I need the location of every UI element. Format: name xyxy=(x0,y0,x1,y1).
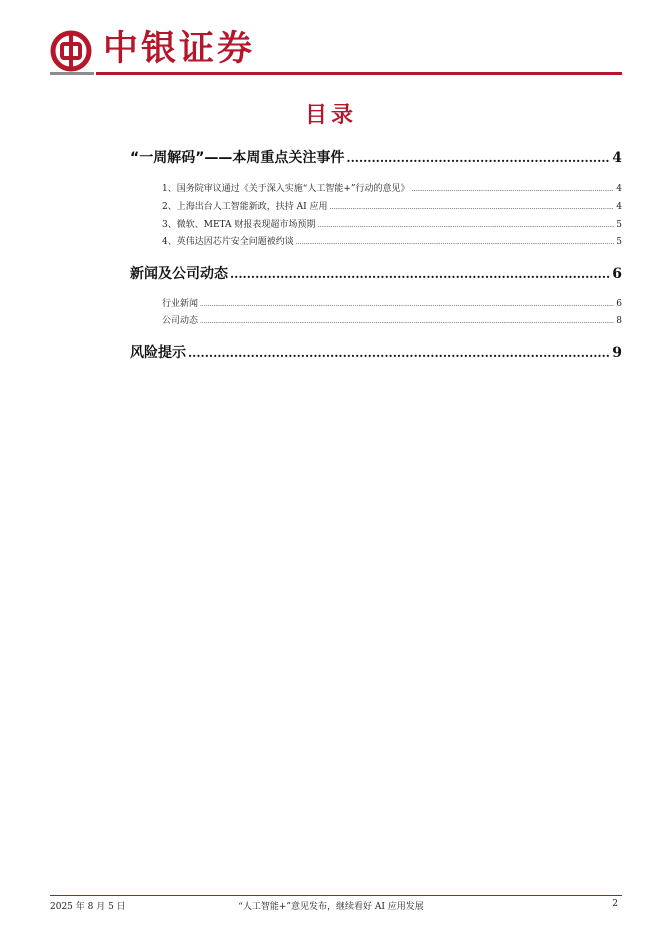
toc-section-news[interactable] xyxy=(130,263,622,283)
toc-title: 目录 xyxy=(304,103,357,128)
toc-section-risk[interactable] xyxy=(130,342,622,362)
footer-page-number: 2 xyxy=(612,899,618,909)
toc-leader-dots xyxy=(411,186,614,193)
toc-leader-dots xyxy=(296,239,615,246)
bank-of-china-logo-icon xyxy=(50,30,92,72)
toc-leader-dots xyxy=(200,301,614,308)
toc-leader-dots xyxy=(330,204,615,211)
toc-item-label: 1、国务院审议通过《关于深入实施“人工智能+”行动的意见》 xyxy=(162,184,410,194)
footer-date: 2025 年 8 月 5 日 xyxy=(50,902,126,912)
toc-page-number: 9 xyxy=(612,345,622,361)
toc-page-number: 8 xyxy=(616,316,622,326)
toc-leader-dots xyxy=(188,346,610,360)
toc-item[interactable] xyxy=(162,234,622,247)
toc-item[interactable] xyxy=(162,199,622,212)
toc-page-number: 5 xyxy=(616,220,622,230)
toc-item[interactable] xyxy=(162,296,622,309)
toc-leader-dots xyxy=(317,222,614,229)
footer-divider xyxy=(50,895,622,896)
toc-page-number: 4 xyxy=(616,184,622,194)
toc-item-label: 公司动态 xyxy=(162,316,199,326)
toc-item[interactable] xyxy=(162,313,622,326)
toc-item-label: 3、微软、META 财报表现超市场预期 xyxy=(162,220,316,230)
toc-page-number: 6 xyxy=(612,266,622,282)
toc-section-label: “一周解码”——本周重点关注事件 xyxy=(130,150,345,166)
toc-leader-dots xyxy=(346,151,610,165)
toc-item[interactable] xyxy=(162,217,622,230)
toc-page-number: 5 xyxy=(616,237,622,247)
toc-leader-dots xyxy=(230,267,610,281)
toc-page-number: 4 xyxy=(616,202,622,212)
header-divider xyxy=(50,72,622,75)
toc-leader-dots xyxy=(200,318,614,325)
toc-item-label: 2、上海出台人工智能新政，扶持 AI 应用 xyxy=(162,202,328,212)
toc-page-number: 4 xyxy=(612,150,622,166)
toc-item-label: 4、英伟达因芯片安全问题被约谈 xyxy=(162,237,294,247)
brand-name: 中银证券 xyxy=(103,29,256,69)
toc-section-label: 新闻及公司动态 xyxy=(130,266,228,282)
toc-item-label: 行业新闻 xyxy=(162,299,199,309)
footer-report-title: “人工智能+”意见发布，继续看好 AI 应用发展 xyxy=(238,902,424,912)
toc-item[interactable] xyxy=(162,181,622,194)
toc-page-number: 6 xyxy=(616,299,622,309)
toc-section-label: 风险提示 xyxy=(130,345,186,361)
toc-section-weekly-decode[interactable] xyxy=(130,147,622,167)
